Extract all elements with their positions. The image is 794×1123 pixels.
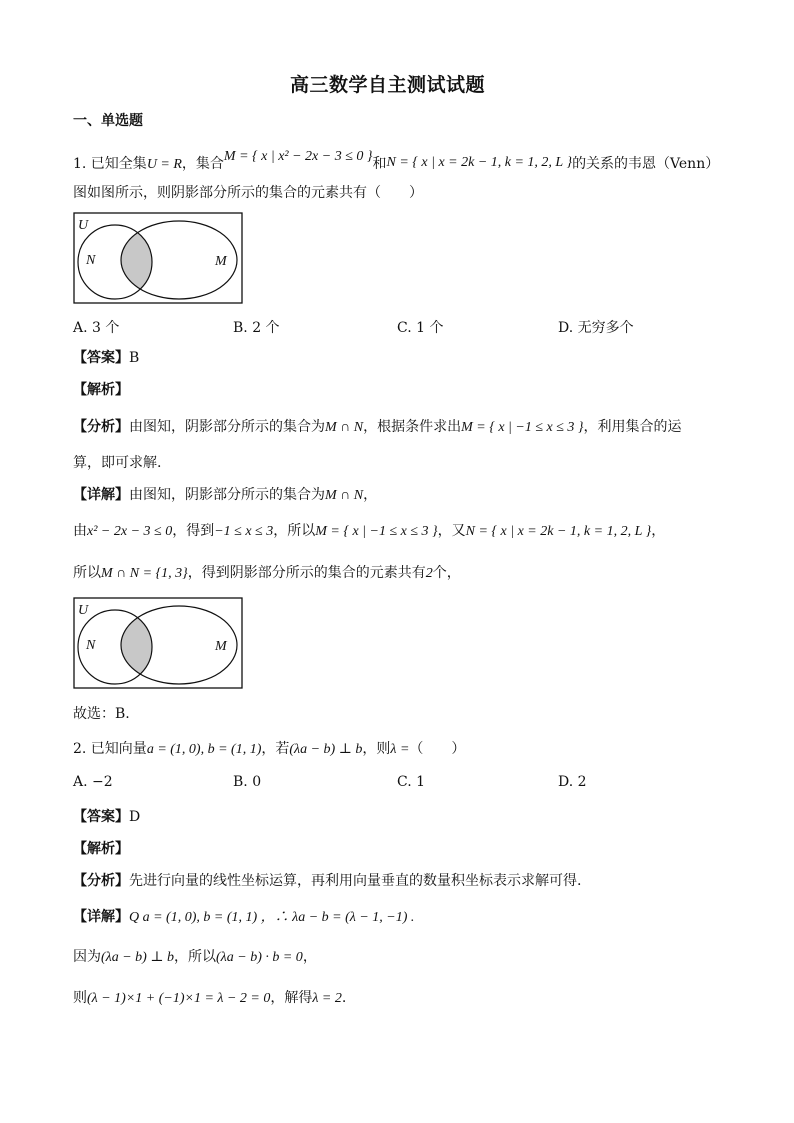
xiangjie-text: ，得到阴影部分所示的集合的元素共有 (187, 565, 426, 581)
answer-value: B (129, 350, 140, 366)
q2-text: ，若 (261, 741, 290, 757)
q2-paren: （ ） (409, 741, 466, 757)
venn-diagram-solution (73, 597, 243, 689)
xiangjie-range: −1 ≤ x ≤ 3 (214, 524, 274, 539)
q2-option-c: C. 1 (397, 774, 426, 790)
q1-option-b: B. 2 个 (233, 320, 280, 336)
q1-analysis-tag: 【解析】 (73, 382, 129, 398)
xiangjie-text: ， (363, 487, 378, 503)
q2-option-a: A. −2 (73, 774, 113, 790)
fenxi-text: ，利用集合的运 (583, 419, 682, 435)
xiangjie-count: 2 (425, 566, 433, 581)
xiangjie-text: 则 (73, 990, 87, 1006)
q2-condition: (λa − b) ⊥ b (289, 742, 363, 757)
xiangjie-text: ，又 (437, 523, 466, 539)
answer-tag: 【答案】 (73, 350, 129, 366)
xiangjie-set-n: N = { x | x = 2k − 1, k = 1, 2, L } (465, 524, 652, 539)
xiangjie-intersection: M ∩ N (325, 488, 364, 503)
q2-xiangjie-line2 (73, 946, 317, 966)
q2-option-b: B. 0 (233, 774, 262, 790)
fenxi-text: ，根据条件求出 (363, 419, 462, 435)
q2-fenxi (73, 870, 581, 890)
q1-number: 1. 已知全集 (73, 156, 147, 172)
page-title: 高三数学自主测试试题 (290, 74, 486, 96)
xiangjie-intersection-result: M ∩ N = {1, 3} (101, 566, 188, 581)
xiangjie-text: ，得到 (172, 523, 215, 539)
q1-stem-line2: 图如图所示，则阴影部分所示的集合的元素共有（ ） (73, 185, 423, 201)
venn-label-u: U (78, 218, 89, 233)
xiangjie-formula: Q a = (1, 0), b = (1, 1) ，∴ λa − b = (λ − 1, −1) . (129, 910, 415, 925)
q1-stem-line1 (73, 149, 720, 173)
q2-lambda: λ = (390, 742, 410, 757)
q1-set-m: M = { x | x² − 2x − 3 ≤ 0 } (223, 149, 373, 164)
q2-stem (73, 738, 465, 758)
q1-fenxi-line1 (73, 416, 682, 436)
xiangjie-set-m: M = { x | −1 ≤ x ≤ 3 } (315, 524, 438, 539)
q2-vectors: a = (1, 0), b = (1, 1) (146, 742, 262, 757)
q2-xiangjie-line1 (73, 906, 414, 926)
xiangjie-text: ，所以 (174, 949, 217, 965)
q1-text: 和 (372, 156, 387, 172)
q1-text: ，集合 (181, 156, 224, 172)
q1-universal-set: U = R (146, 157, 182, 172)
venn-label-m: M (215, 254, 227, 269)
xiangjie-result: λ = 2 (312, 991, 342, 1006)
q1-answer (73, 347, 139, 367)
answer-tag: 【答案】 (73, 809, 129, 825)
q1-xiangjie-line2 (73, 520, 665, 540)
xiangjie-text: 个， (432, 565, 461, 581)
fenxi-text: 由图知，阴影部分所示的集合为 (129, 419, 325, 435)
q1-final-choice: 故选：B. (73, 706, 130, 722)
q2-analysis-tag: 【解析】 (73, 841, 129, 857)
xiangjie-inequality: x² − 2x − 3 ≤ 0 (87, 524, 173, 539)
xiangjie-dot-product: (λa − b) · b = 0 (216, 950, 303, 965)
xiangjie-text: 由图知，阴影部分所示的集合为 (129, 487, 325, 503)
q1-xiangjie-line3 (73, 562, 461, 582)
xiangjie-equation: (λ − 1)×1 + (−1)×1 = λ − 2 = 0 (87, 991, 271, 1006)
venn-label-u: U (78, 603, 89, 618)
q1-xiangjie-line1 (73, 484, 377, 504)
q1-option-d: D. 无穷多个 (558, 320, 634, 336)
xiangjie-text: ， (651, 523, 666, 539)
q1-option-a: A. 3 个 (73, 320, 120, 336)
xiangjie-tag: 【详解】 (73, 487, 129, 503)
xiangjie-tag: 【详解】 (73, 909, 129, 925)
q2-text: ，则 (362, 741, 391, 757)
q1-option-c: C. 1 个 (397, 320, 444, 336)
xiangjie-text: . (341, 990, 347, 1006)
fenxi-intersection: M ∩ N (325, 420, 364, 435)
fenxi-tag: 【分析】 (73, 873, 129, 889)
venn-label-m: M (215, 639, 227, 654)
q2-option-d: D. 2 (558, 774, 587, 790)
venn-diagram (73, 212, 243, 304)
q1-text: 的关系的韦恩（Venn） (572, 156, 720, 172)
answer-value: D (129, 809, 141, 825)
q2-xiangjie-line3 (73, 987, 346, 1007)
q2-answer (73, 806, 140, 826)
section-heading: 一、单选题 (73, 113, 143, 129)
fenxi-tag: 【分析】 (73, 419, 129, 435)
venn-label-n: N (86, 253, 96, 268)
venn-label-n: N (86, 638, 96, 653)
xiangjie-text: ， (302, 949, 317, 965)
q1-set-n: N = { x | x = 2k − 1, k = 1, 2, L } (386, 155, 573, 170)
q1-fenxi-line2: 算，即可求解. (73, 455, 162, 471)
fenxi-set-m: M = { x | −1 ≤ x ≤ 3 } (461, 420, 584, 435)
xiangjie-condition: (λa − b) ⊥ b (101, 950, 175, 965)
xiangjie-text: 由 (73, 523, 87, 539)
xiangjie-text: 因为 (73, 949, 101, 965)
fenxi-text: 先进行向量的线性坐标运算，再利用向量垂直的数量积坐标表示求解可得. (129, 873, 582, 889)
q2-number: 2. 已知向量 (73, 741, 147, 757)
xiangjie-text: ，所以 (273, 523, 316, 539)
xiangjie-text: ，解得 (270, 990, 313, 1006)
xiangjie-text: 所以 (73, 565, 101, 581)
